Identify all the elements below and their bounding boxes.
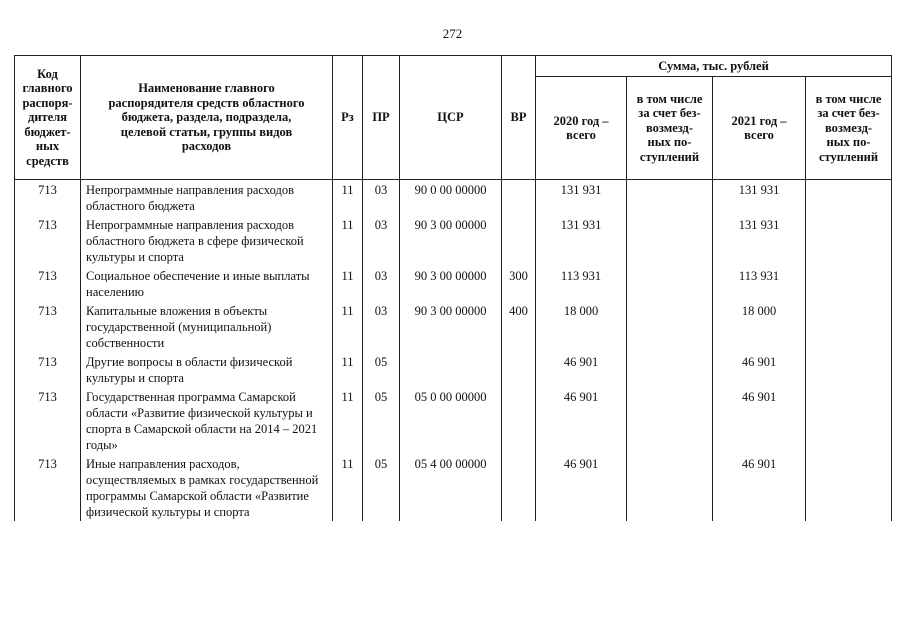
cell-sum-2020-gratuitous (627, 301, 713, 352)
cell-sum-2021: 131 931 (713, 180, 806, 216)
cell-csr: 05 0 00 00000 (400, 387, 502, 454)
budget-table (14, 55, 892, 521)
cell-sum-2021: 18 000 (713, 301, 806, 352)
cell-name: Иные направления расходов, осуществляемых в рамках государственной программы Самарской области «Развитие физической культуры и спорта (81, 454, 333, 521)
cell-csr: 05 4 00 00000 (400, 454, 502, 521)
table-row (15, 215, 892, 266)
cell-code: 713 (15, 266, 81, 301)
header-vr: ВР (502, 56, 536, 180)
cell-sum-2020-gratuitous (627, 352, 713, 387)
cell-sum-2020-gratuitous (627, 215, 713, 266)
cell-pr: 05 (363, 454, 400, 521)
cell-rz: 11 (333, 454, 363, 521)
table-body (15, 180, 892, 522)
table-row (15, 454, 892, 521)
cell-sum-2021-gratuitous (806, 387, 892, 454)
table-row (15, 301, 892, 352)
cell-sum-2020-gratuitous (627, 387, 713, 454)
cell-sum-2021-gratuitous (806, 301, 892, 352)
cell-pr: 03 (363, 215, 400, 266)
cell-rz: 11 (333, 352, 363, 387)
cell-name: Государственная программа Самарской области «Развитие физической культуры и спорта в Самарской области на 2014 – 2021 годы» (81, 387, 333, 454)
cell-sum-2021-gratuitous (806, 215, 892, 266)
cell-pr: 05 (363, 387, 400, 454)
cell-sum-2021-gratuitous (806, 180, 892, 216)
header-code: Код главного распоря-дителя бюджет-ных средств (15, 56, 81, 180)
cell-code: 713 (15, 454, 81, 521)
cell-vr: 300 (502, 266, 536, 301)
cell-sum-2021-gratuitous (806, 454, 892, 521)
cell-sum-2020-gratuitous (627, 454, 713, 521)
cell-code: 713 (15, 301, 81, 352)
cell-vr: 400 (502, 301, 536, 352)
cell-csr: 90 3 00 00000 (400, 215, 502, 266)
table-row (15, 387, 892, 454)
cell-sum-2020: 46 901 (536, 454, 627, 521)
cell-vr (502, 180, 536, 216)
cell-name: Капитальные вложения в объекты государственной (муниципальной) собственности (81, 301, 333, 352)
cell-sum-2020: 46 901 (536, 352, 627, 387)
header-sum-2020: 2020 год – всего (536, 77, 627, 180)
cell-name: Непрограммные направления расходов областного бюджета (81, 180, 333, 216)
table-row (15, 266, 892, 301)
cell-sum-2021: 113 931 (713, 266, 806, 301)
cell-csr: 90 3 00 00000 (400, 266, 502, 301)
table-row (15, 352, 892, 387)
header-sum-group: Сумма, тыс. рублей (536, 56, 892, 77)
cell-sum-2021-gratuitous (806, 352, 892, 387)
cell-sum-2021: 46 901 (713, 454, 806, 521)
cell-vr (502, 215, 536, 266)
cell-sum-2020: 131 931 (536, 215, 627, 266)
cell-sum-2021: 46 901 (713, 387, 806, 454)
cell-vr (502, 352, 536, 387)
cell-sum-2020-gratuitous (627, 180, 713, 216)
cell-pr: 03 (363, 266, 400, 301)
cell-vr (502, 387, 536, 454)
cell-rz: 11 (333, 387, 363, 454)
cell-sum-2021: 131 931 (713, 215, 806, 266)
header-pr: ПР (363, 56, 400, 180)
cell-code: 713 (15, 215, 81, 266)
cell-code: 713 (15, 387, 81, 454)
cell-code: 713 (15, 352, 81, 387)
table-row (15, 180, 892, 216)
header-name: Наименование главного распорядителя средств областного бюджета, раздела, подраздела, целевой статьи, группы видов расходов (81, 56, 333, 180)
cell-sum-2020-gratuitous (627, 266, 713, 301)
cell-csr: 90 3 00 00000 (400, 301, 502, 352)
cell-sum-2020: 113 931 (536, 266, 627, 301)
header-sum-2021-gratuitous: в том числе за счет без-возмезд-ных по-ступлений (806, 77, 892, 180)
cell-pr: 03 (363, 301, 400, 352)
cell-rz: 11 (333, 301, 363, 352)
cell-pr: 03 (363, 180, 400, 216)
cell-name: Другие вопросы в области физической культуры и спорта (81, 352, 333, 387)
cell-rz: 11 (333, 266, 363, 301)
cell-name: Непрограммные направления расходов областного бюджета в сфере физической культуры и спорта (81, 215, 333, 266)
cell-sum-2020: 131 931 (536, 180, 627, 216)
cell-code: 713 (15, 180, 81, 216)
cell-sum-2021-gratuitous (806, 266, 892, 301)
header-rz: Рз (333, 56, 363, 180)
cell-pr: 05 (363, 352, 400, 387)
cell-csr (400, 352, 502, 387)
cell-rz: 11 (333, 180, 363, 216)
page-number: 272 (442, 26, 463, 41)
cell-sum-2020: 18 000 (536, 301, 627, 352)
cell-rz: 11 (333, 215, 363, 266)
cell-csr: 90 0 00 00000 (400, 180, 502, 216)
cell-name: Социальное обеспечение и иные выплаты населению (81, 266, 333, 301)
cell-vr (502, 454, 536, 521)
table-header (15, 56, 892, 180)
cell-sum-2021: 46 901 (713, 352, 806, 387)
header-sum-2020-gratuitous: в том числе за счет без-возмезд-ных по-ступлений (627, 77, 713, 180)
header-sum-2021: 2021 год – всего (713, 77, 806, 180)
header-csr: ЦСР (400, 56, 502, 180)
cell-sum-2020: 46 901 (536, 387, 627, 454)
